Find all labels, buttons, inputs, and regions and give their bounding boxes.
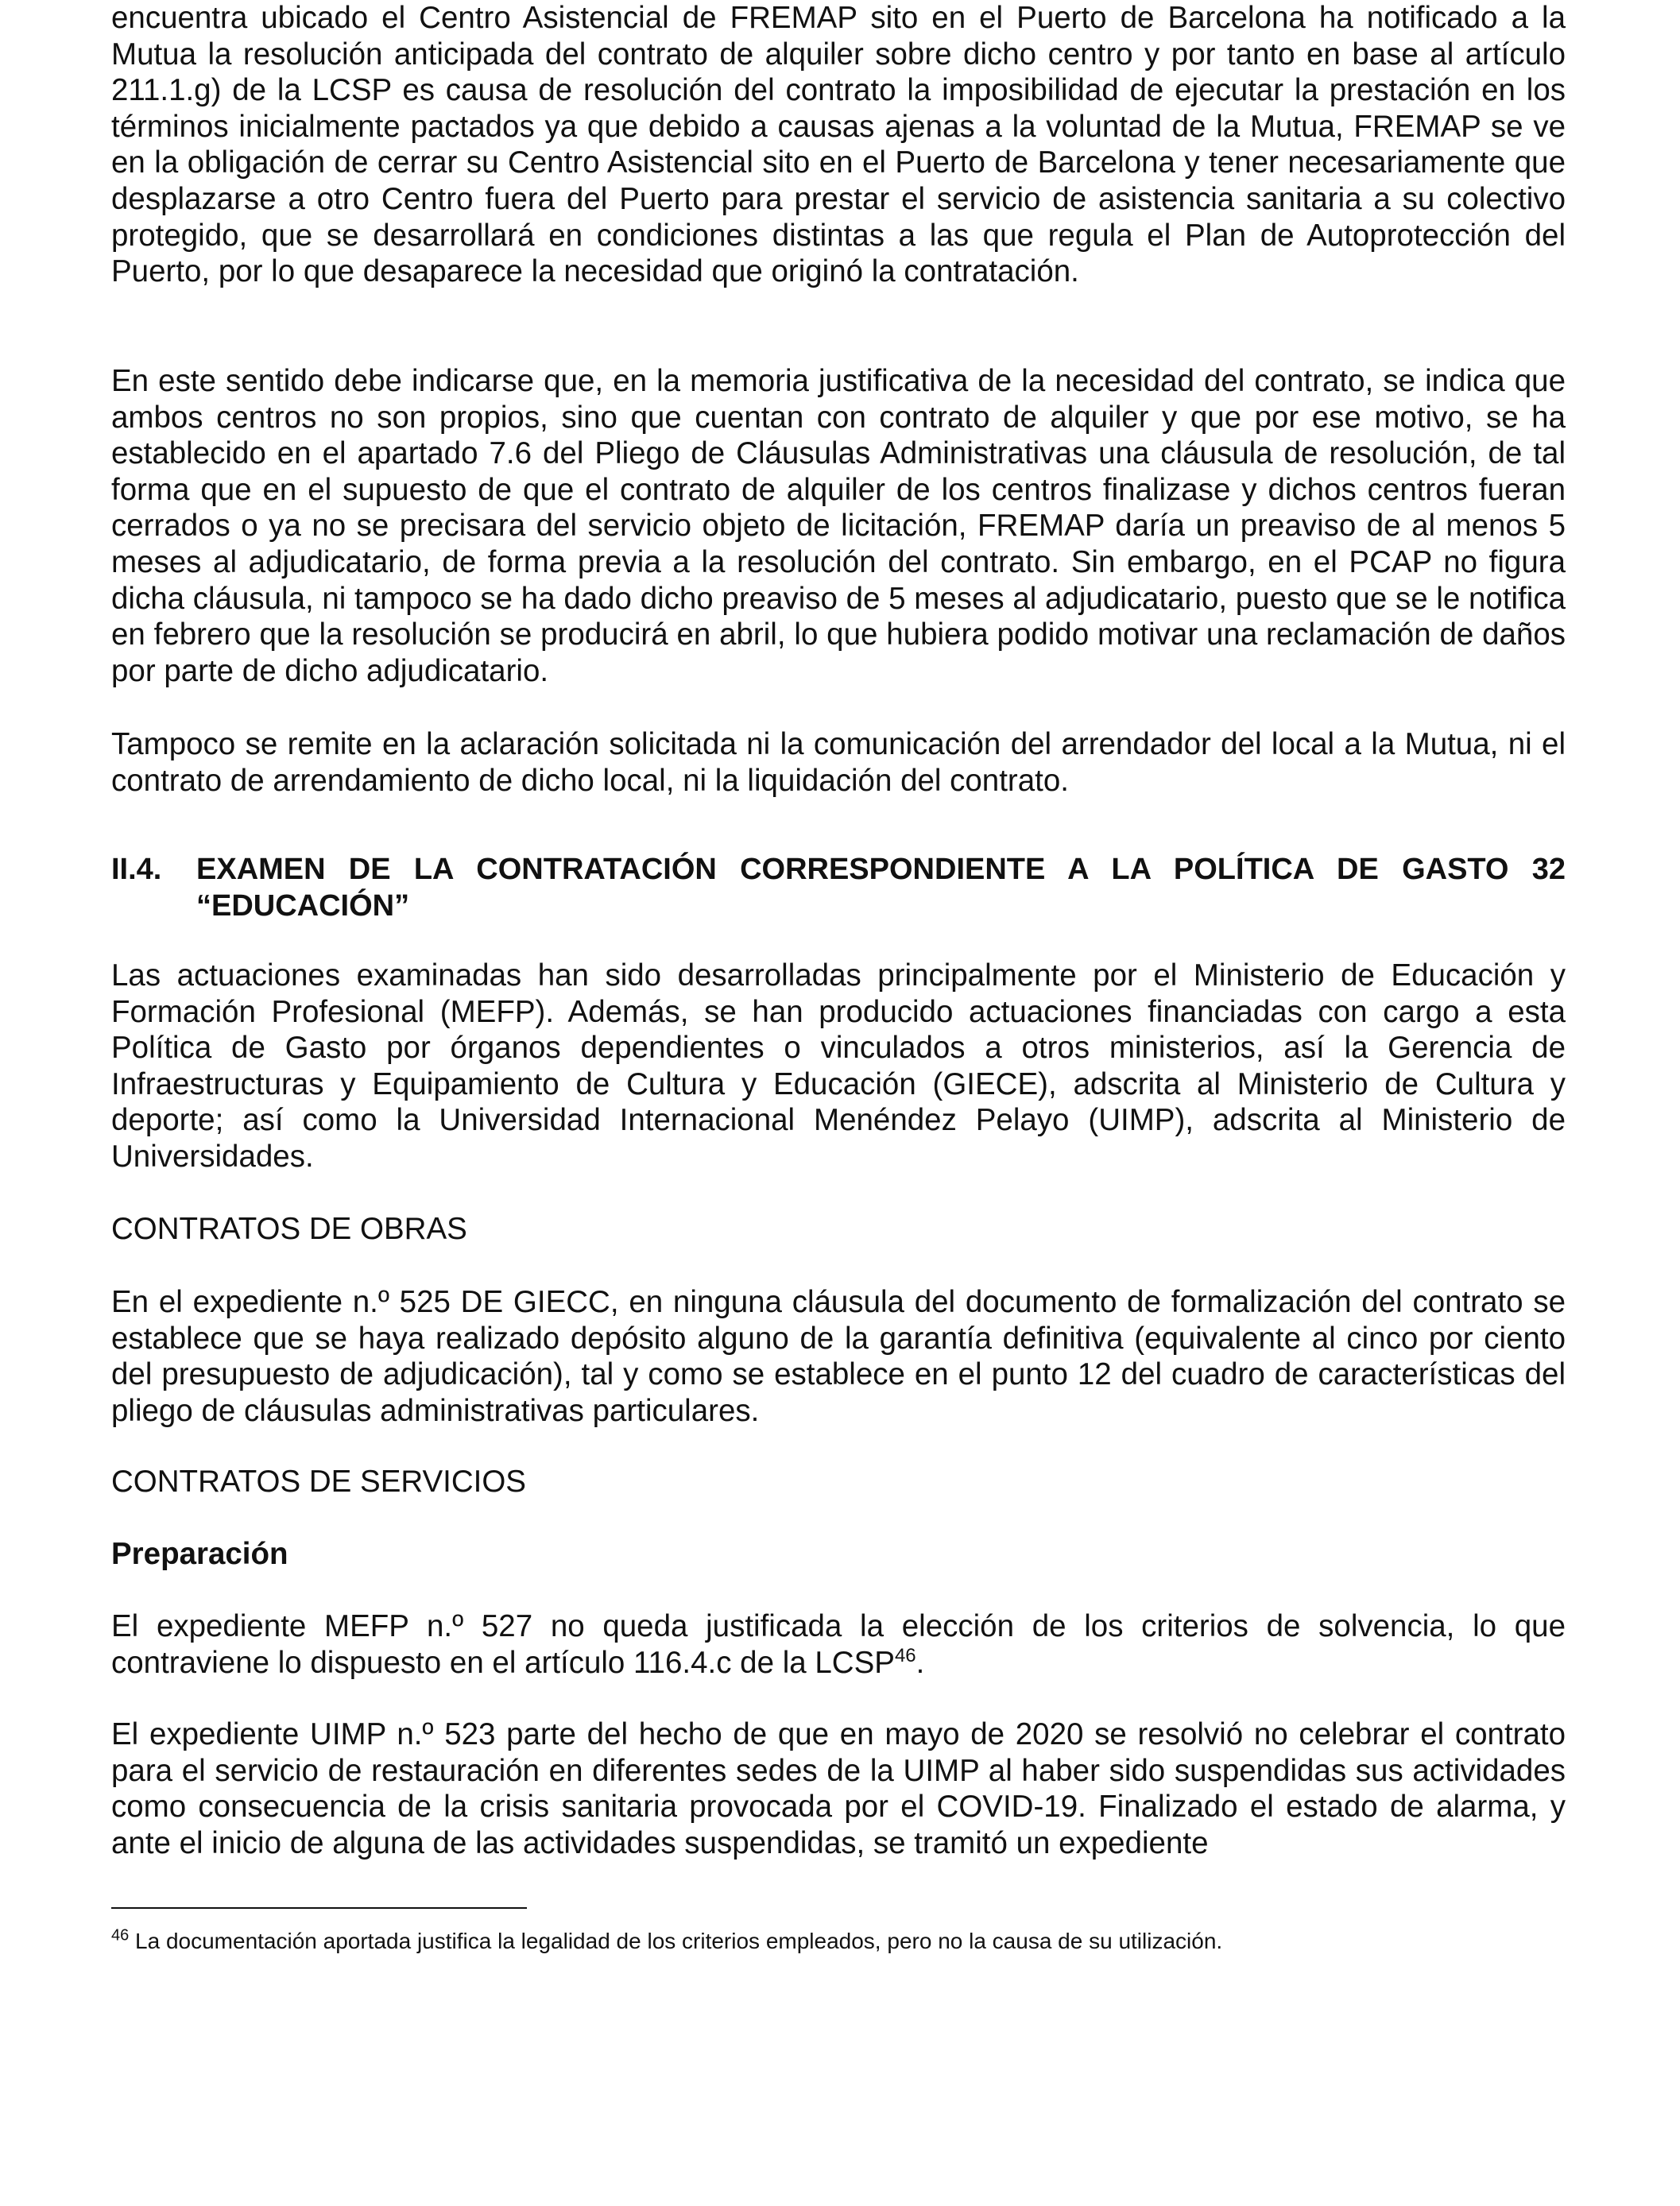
subheading-contratos-obras: CONTRATOS DE OBRAS xyxy=(111,1212,467,1246)
footnote-text: La documentación aportada justifica la legalidad de los criterios empleados, pero no la causa de su utilización. xyxy=(129,1929,1223,1953)
paragraph-fremap-resolution: encuentra ubicado el Centro Asistencial de FREMAP sito en el Puerto de Barcelona ha notificado a la Mutua la resolución anticipada del contrato de alquiler sobre dicho centro y por tanto en base al artículo 211.1.g) de la LCSP es causa de resolución del contrato la imposibilidad de ejecutar la prestación en los términos inicialmente pactados ya que debido a causas ajenas a la voluntad de la Mutua, FREMAP se ve en la obligación de cerrar su Centro Asistencial sito en el Puerto de Barcelona y tener necesariamente que desplazarse a otro Centro fuera del Puerto para prestar el servicio de asistencia sanitaria a su colectivo protegido, que se desarrollará en condiciones distintas a las que regula el Plan de Autoprotección del Puerto, por lo que desaparece la necesidad que originó la contratación. xyxy=(111,1,1566,289)
section-title: EXAMEN DE LA CONTRATACIÓN CORRESPONDIENTE A LA POLÍTICA DE GASTO 32 “EDUCACIÓN” xyxy=(196,853,1566,923)
paragraph-expediente-525: En el expediente n.º 525 DE GIECC, en ninguna cláusula del documento de formalización del contrato se establece que se haya realizado depósito alguno de la garantía definitiva (equivalente al cinco por ciento del presupuesto de adjudicación), tal y como se establece en el punto 12 del cuadro de características del pliego de cláusulas administrativas particulares. xyxy=(111,1285,1566,1428)
subheading-contratos-servicios: CONTRATOS DE SERVICIOS xyxy=(111,1465,526,1499)
paragraph-expediente-527-text: El expediente MEFP n.º 527 no queda justificada la elección de los criterios de solvencia, lo que contraviene lo dispuesto en el artículo 116.4.c de la LCSP xyxy=(111,1609,1566,1680)
paragraph-expediente-527-end: . xyxy=(915,1645,925,1680)
footnote-reference-46[interactable]: 46 xyxy=(894,1644,916,1666)
paragraph-actuaciones: Las actuaciones examinadas han sido desarrolladas principalmente por el Ministerio de Educación y Formación Profesional (MEFP). Además, se han producido actuaciones financiadas con cargo a esta Política de Gasto por órganos dependientes o vinculados a otros ministerios, así la Gerencia de Infraestructuras y Equipamiento de Cultura y Educación (GIECE), adscrita al Ministerio de Cultura y deporte; así como la Universidad Internacional Menéndez Pelayo (UIMP), adscrita al Ministerio de Universidades. xyxy=(111,958,1566,1174)
paragraph-expediente-527 xyxy=(111,1608,1566,1681)
footnote-separator xyxy=(111,1907,527,1909)
subheading-preparacion: Preparación xyxy=(111,1537,288,1571)
section-number: II.4. xyxy=(111,853,162,886)
paragraph-memoria-justificativa: En este sentido debe indicarse que, en la memoria justificativa de la necesidad del contrato, se indica que ambos centros no son propios, sino que cuentan con contrato de alquiler y que por ese motivo, se ha establecido en el apartado 7.6 del Pliego de Cláusulas Administrativas una cláusula de resolución, de tal forma que en el supuesto de que el contrato de alquiler de los centros finalizase y dichos centros fueran cerrados o ya no se precisara del servicio objeto de licitación, FREMAP daría un preaviso de al menos 5 meses al adjudicatario, de forma previa a la resolución del contrato. Sin embargo, en el PCAP no figura dicha cláusula, ni tampoco se ha dado dicho preaviso de 5 meses al adjudicatario, puesto que se le notifica en febrero que la resolución se producirá en abril, lo que hubiera podido motivar una reclamación de daños por parte de dicho adjudicatario. xyxy=(111,364,1566,688)
section-heading xyxy=(111,852,1566,925)
footnote-marker: 46 xyxy=(111,1926,130,1945)
footnote xyxy=(111,1928,1566,1955)
paragraph-aclaracion: Tampoco se remite en la aclaración solicitada ni la comunicación del arrendador del local a la Mutua, ni el contrato de arrendamiento de dicho local, ni la liquidación del contrato. xyxy=(111,727,1566,798)
paragraph-expediente-523: El expediente UIMP n.º 523 parte del hecho de que en mayo de 2020 se resolvió no celebrar el contrato para el servicio de restauración en diferentes sedes de la UIMP al haber sido suspendidas sus actividades como consecuencia de la crisis sanitaria provocada por el COVID-19. Finalizado el estado de alarma, y ante el inicio de alguna de las actividades suspendidas, se tramitó un expediente xyxy=(111,1717,1566,1860)
